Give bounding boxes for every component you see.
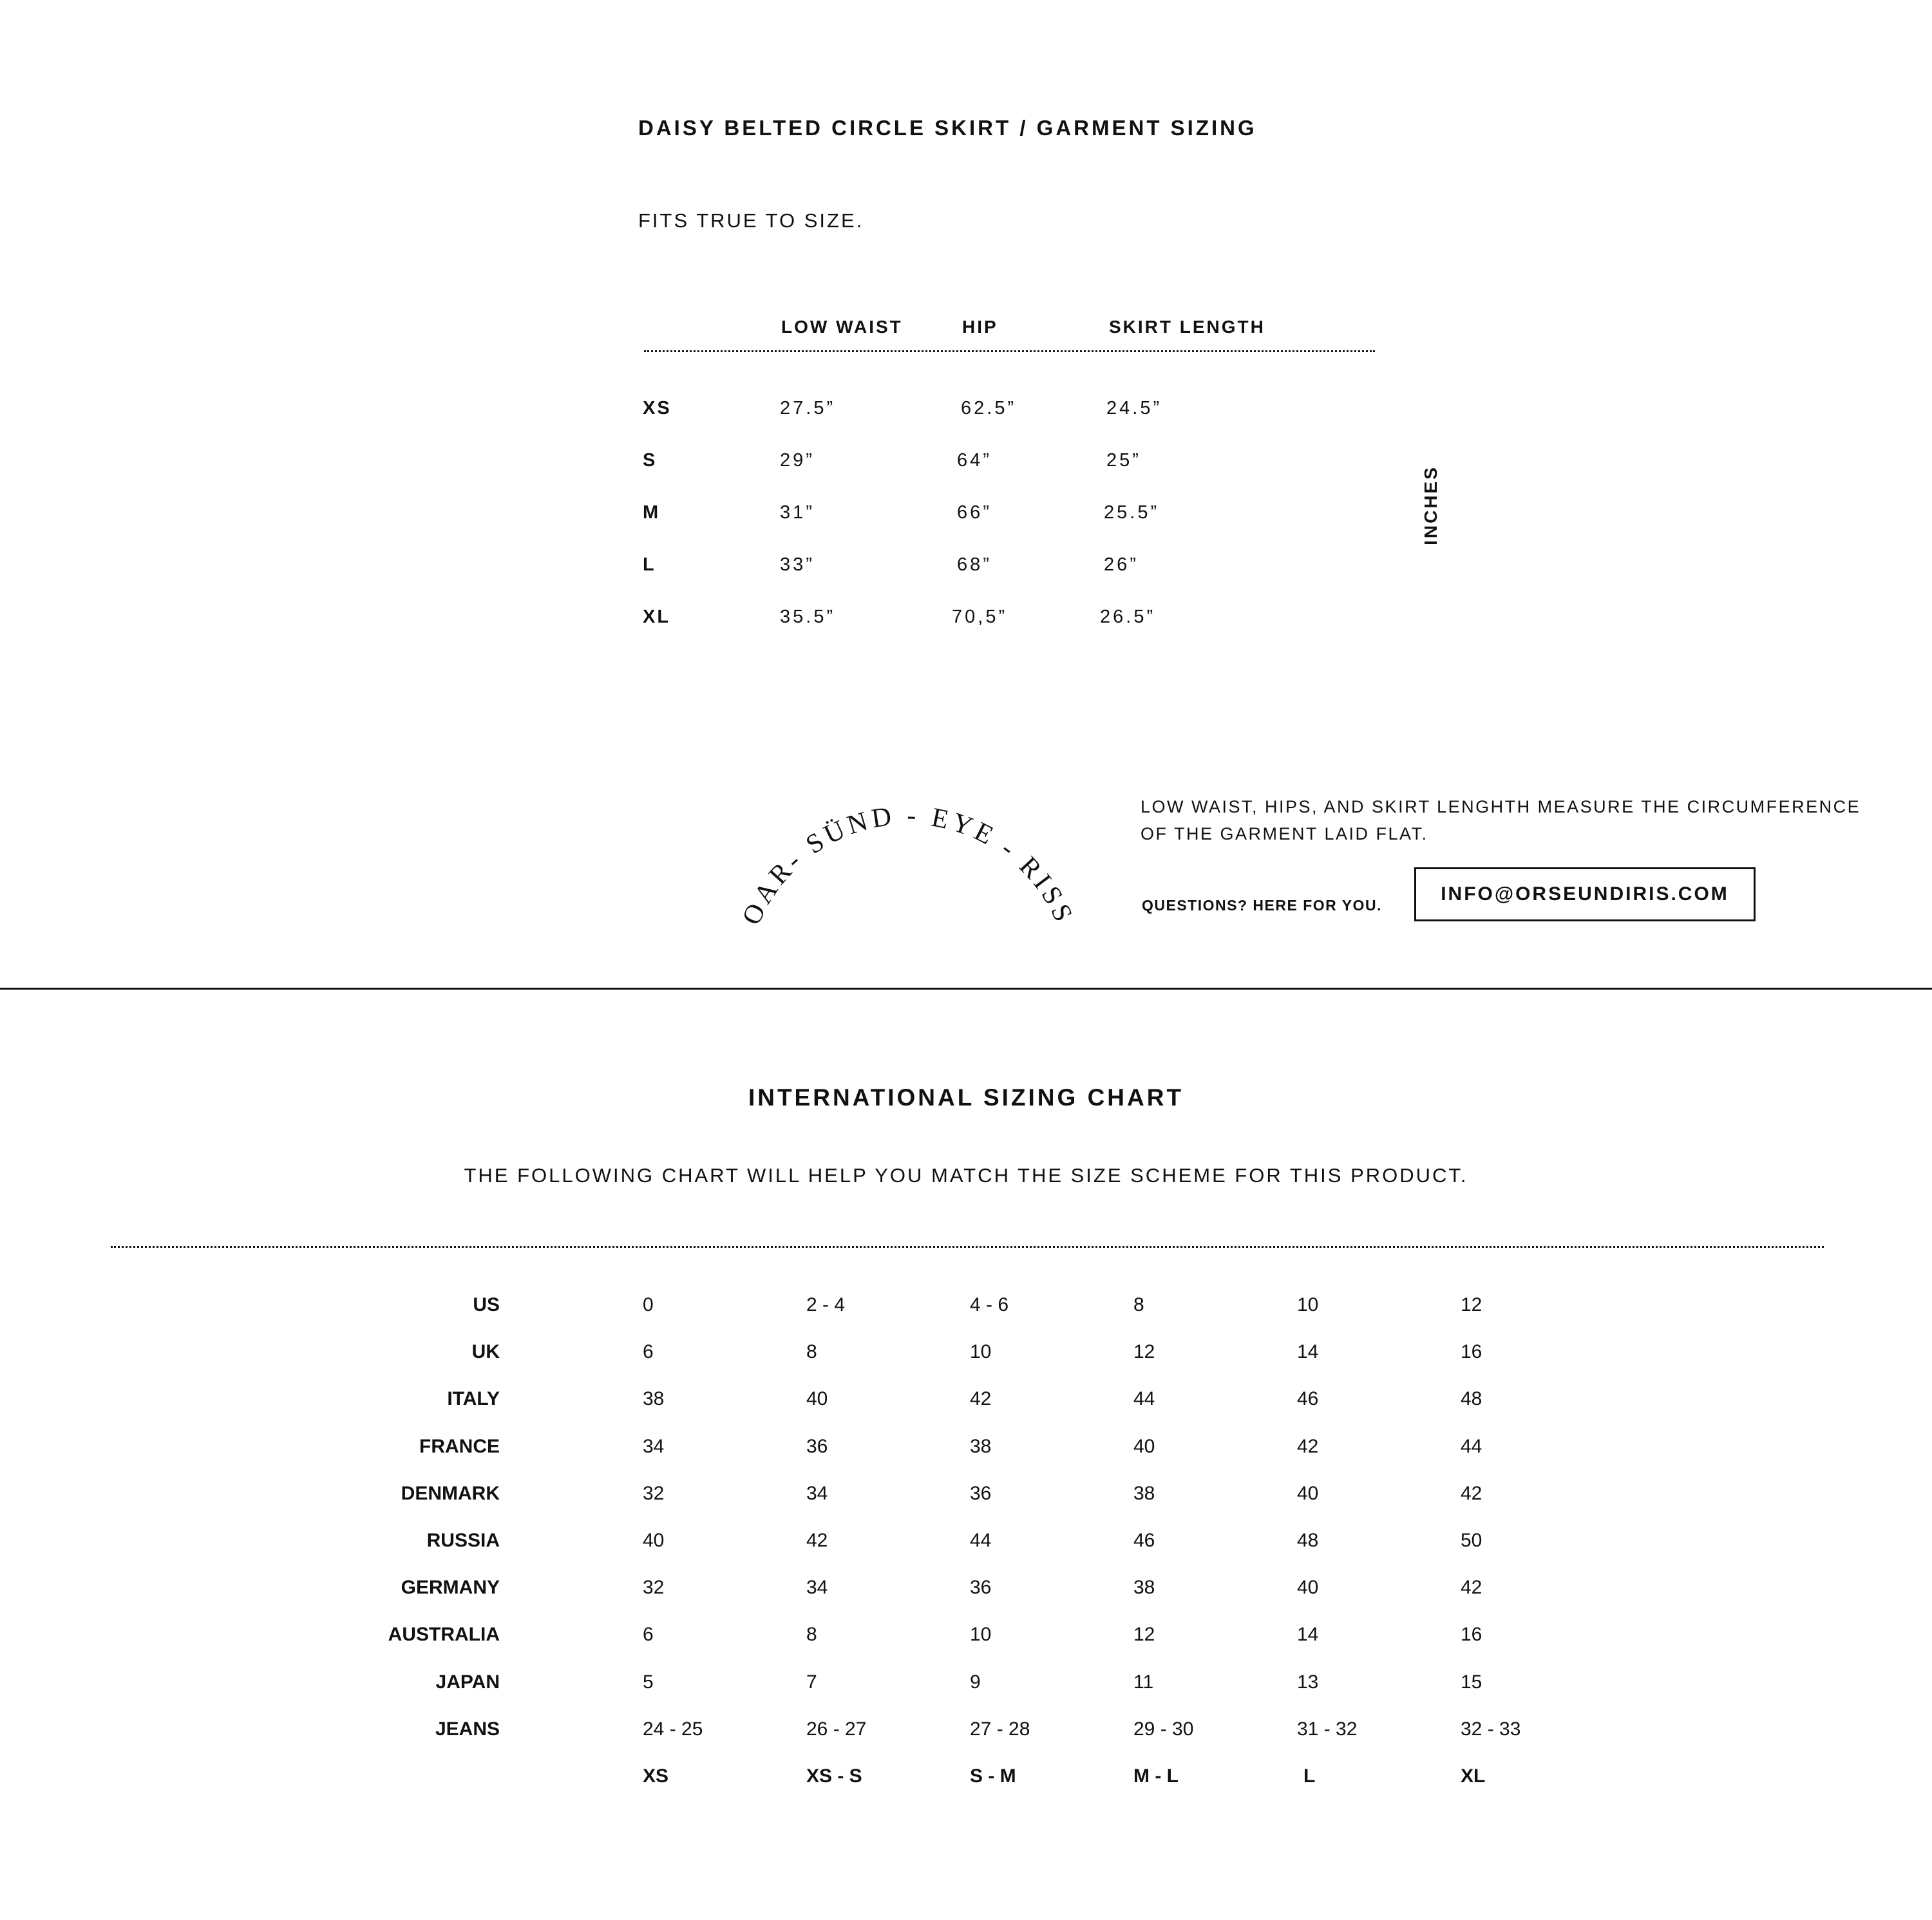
garment-skirt-length-value: 25.5”	[1104, 502, 1160, 523]
logo-text: OAR- SÜND - EYE - RISS	[736, 800, 1080, 930]
fit-note: FITS TRUE TO SIZE.	[638, 209, 864, 232]
size-value-cell: 38	[970, 1436, 992, 1457]
size-value-cell: 13	[1297, 1671, 1319, 1693]
country-label: DENMARK	[401, 1483, 500, 1504]
size-value-cell: 6	[643, 1341, 654, 1362]
size-value-cell: 2 - 4	[806, 1294, 846, 1315]
size-value-cell: 8	[806, 1341, 817, 1362]
garment-hip-value: 64”	[957, 450, 992, 471]
size-value-cell: 40	[643, 1530, 665, 1551]
garment-size-label: S	[643, 450, 658, 471]
size-value-cell: 46	[1133, 1530, 1155, 1551]
size-value-cell: 31 - 32	[1297, 1718, 1358, 1740]
country-label: GERMANY	[401, 1577, 500, 1598]
size-value-cell: 44	[970, 1530, 992, 1551]
country-label: AUSTRALIA	[388, 1624, 500, 1645]
garment-low-waist-value: 33”	[780, 554, 815, 575]
size-value-cell: 40	[1133, 1436, 1155, 1457]
size-value-cell: 5	[643, 1671, 654, 1693]
size-value-cell: 12	[1133, 1341, 1155, 1362]
size-letter-cell: XL	[1461, 1765, 1486, 1787]
size-value-cell: 50	[1461, 1530, 1482, 1551]
garment-size-label: XL	[643, 607, 671, 627]
garment-size-label: L	[643, 554, 656, 575]
garment-low-waist-value: 29”	[780, 450, 815, 471]
garment-hip-value: 66”	[957, 502, 992, 523]
size-value-cell: 36	[970, 1577, 992, 1598]
size-value-cell: 40	[806, 1388, 828, 1409]
garment-size-label: M	[643, 502, 661, 523]
note-line-2: OF THE GARMENT LAID FLAT.	[1141, 824, 1428, 843]
size-letter-cell: S - M	[970, 1765, 1016, 1787]
size-value-cell: 6	[643, 1624, 654, 1645]
country-label: UK	[471, 1341, 500, 1362]
garment-hip-value: 70,5”	[952, 607, 1008, 627]
size-value-cell: 8	[1133, 1294, 1144, 1315]
size-value-cell: 38	[643, 1388, 665, 1409]
questions-text: QUESTIONS? HERE FOR YOU.	[1142, 897, 1382, 914]
size-value-cell: 38	[1133, 1483, 1155, 1504]
size-value-cell: 42	[1297, 1436, 1319, 1457]
size-letter-cell: M - L	[1133, 1765, 1179, 1787]
brand-logo	[728, 798, 1088, 998]
garment-hip-value: 68”	[957, 554, 992, 575]
size-value-cell: 34	[806, 1577, 828, 1598]
size-value-cell: 34	[806, 1483, 828, 1504]
size-value-cell: 42	[1461, 1577, 1482, 1598]
size-value-cell: 10	[970, 1624, 992, 1645]
size-value-cell: 8	[806, 1624, 817, 1645]
size-value-cell: 34	[643, 1436, 665, 1457]
size-value-cell: 32	[643, 1577, 665, 1598]
garment-skirt-length-value: 24.5”	[1106, 398, 1162, 419]
country-label: JEANS	[435, 1718, 500, 1740]
garment-low-waist-value: 35.5”	[780, 607, 836, 627]
size-value-cell: 36	[970, 1483, 992, 1504]
size-value-cell: 42	[970, 1388, 992, 1409]
col-skirt-length: SKIRT LENGTH	[1109, 317, 1265, 337]
garment-skirt-length-value: 26”	[1104, 554, 1139, 575]
size-value-cell: 26 - 27	[806, 1718, 867, 1740]
note-line-1: LOW WAIST, HIPS, AND SKIRT LENGHTH MEASURE THE CIRCUMFERENCE	[1141, 797, 1861, 816]
intl-title: INTERNATIONAL SIZING CHART	[748, 1084, 1184, 1111]
measurement-note	[1141, 793, 1861, 847]
size-value-cell: 14	[1297, 1341, 1319, 1362]
country-label: RUSSIA	[426, 1530, 500, 1551]
size-value-cell: 36	[806, 1436, 828, 1457]
unit-label: INCHES	[1421, 466, 1441, 545]
col-low-waist: LOW WAIST	[781, 317, 903, 337]
garment-divider	[644, 350, 1375, 352]
country-label: US	[473, 1294, 500, 1315]
size-value-cell: 42	[1461, 1483, 1482, 1504]
size-value-cell: 9	[970, 1671, 981, 1693]
garment-low-waist-value: 27.5”	[780, 398, 836, 419]
size-value-cell: 0	[643, 1294, 654, 1315]
size-value-cell: 24 - 25	[643, 1718, 703, 1740]
size-value-cell: 7	[806, 1671, 817, 1693]
country-label: ITALY	[447, 1388, 500, 1409]
garment-hip-value: 62.5”	[961, 398, 1017, 419]
size-value-cell: 16	[1461, 1341, 1482, 1362]
email-button[interactable]: INFO@ORSEUNDIRIS.COM	[1414, 867, 1756, 921]
garment-size-label: XS	[643, 398, 672, 419]
size-value-cell: 48	[1461, 1388, 1482, 1409]
size-value-cell: 40	[1297, 1483, 1319, 1504]
size-letter-cell: XS	[643, 1765, 669, 1787]
size-value-cell: 27 - 28	[970, 1718, 1030, 1740]
size-value-cell: 10	[970, 1341, 992, 1362]
size-value-cell: 11	[1133, 1671, 1154, 1693]
garment-low-waist-value: 31”	[780, 502, 815, 523]
intl-subtitle: THE FOLLOWING CHART WILL HELP YOU MATCH THE SIZE SCHEME FOR THIS PRODUCT.	[464, 1164, 1468, 1187]
size-value-cell: 14	[1297, 1624, 1319, 1645]
size-value-cell: 32	[643, 1483, 665, 1504]
size-value-cell: 42	[806, 1530, 828, 1551]
size-letter-cell: XS - S	[806, 1765, 862, 1787]
intl-divider	[111, 1246, 1824, 1248]
size-value-cell: 44	[1461, 1436, 1482, 1457]
country-label: JAPAN	[435, 1671, 500, 1693]
country-label: FRANCE	[419, 1436, 500, 1457]
size-value-cell: 38	[1133, 1577, 1155, 1598]
garment-skirt-length-value: 26.5”	[1100, 607, 1156, 627]
size-value-cell: 46	[1297, 1388, 1319, 1409]
svg-text:OAR- SÜND - EYE - RISS	[737, 801, 1079, 930]
size-value-cell: 12	[1133, 1624, 1155, 1645]
size-value-cell: 44	[1133, 1388, 1155, 1409]
size-value-cell: 29 - 30	[1133, 1718, 1194, 1740]
size-letter-cell: L	[1303, 1765, 1316, 1787]
size-value-cell: 15	[1461, 1671, 1482, 1693]
size-value-cell: 4 - 6	[970, 1294, 1009, 1315]
col-hip: HIP	[962, 317, 998, 337]
size-value-cell: 40	[1297, 1577, 1319, 1598]
section-divider	[0, 988, 1932, 990]
size-value-cell: 32 - 33	[1461, 1718, 1521, 1740]
garment-skirt-length-value: 25”	[1106, 450, 1141, 471]
size-value-cell: 16	[1461, 1624, 1482, 1645]
size-value-cell: 12	[1461, 1294, 1482, 1315]
garment-title: DAISY BELTED CIRCLE SKIRT / GARMENT SIZING	[638, 116, 1257, 140]
size-value-cell: 10	[1297, 1294, 1319, 1315]
size-value-cell: 48	[1297, 1530, 1319, 1551]
